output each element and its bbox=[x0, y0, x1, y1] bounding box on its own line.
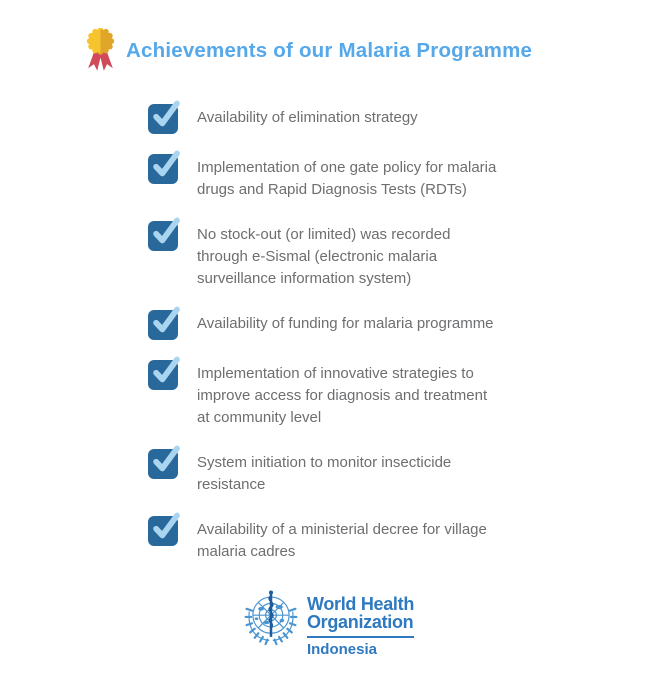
who-name-line2: Organization bbox=[306, 612, 414, 632]
who-logo bbox=[0, 588, 656, 658]
checklist-item-text: No stock-out (or limited) was recorded through e-Sismal (electronic malaria surveillance information system) bbox=[197, 226, 451, 287]
checklist-item bbox=[148, 449, 528, 496]
checklist-item-text: Availability of funding for malaria programme bbox=[197, 315, 494, 332]
checklist-item bbox=[148, 104, 528, 134]
checked-checkbox-icon bbox=[148, 516, 178, 546]
header bbox=[84, 28, 532, 74]
checklist-item-text: Availability of a ministerial decree for village malaria cadres bbox=[197, 521, 487, 560]
who-wordmark bbox=[307, 588, 414, 658]
who-emblem-icon bbox=[242, 588, 300, 655]
checked-checkbox-icon bbox=[148, 154, 178, 184]
who-divider bbox=[307, 636, 414, 638]
who-country-label: Indonesia bbox=[306, 641, 377, 658]
checklist-item bbox=[148, 360, 528, 429]
checked-checkbox-icon bbox=[148, 360, 178, 390]
who-name-line1: World Health bbox=[306, 594, 415, 614]
checked-checkbox-icon bbox=[148, 310, 178, 340]
checklist-item-text: System initiation to monitor insecticide resistance bbox=[197, 454, 452, 493]
page-title: Achievements of our Malaria Programme bbox=[126, 39, 533, 62]
achievements-checklist bbox=[148, 104, 528, 583]
checked-checkbox-icon bbox=[148, 221, 178, 251]
checklist-item-text: Implementation of innovative strategies to improve access for diagnosis and treatment at community level bbox=[197, 365, 488, 426]
checklist-item bbox=[148, 154, 528, 201]
checked-checkbox-icon bbox=[148, 449, 178, 479]
checklist-item bbox=[148, 516, 528, 563]
checklist-item bbox=[148, 310, 528, 340]
checklist-item-text: Implementation of one gate policy for malaria drugs and Rapid Diagnosis Tests (RDTs) bbox=[197, 159, 497, 198]
checklist-item bbox=[148, 221, 528, 290]
checklist-item-text: Availability of elimination strategy bbox=[197, 109, 418, 126]
checked-checkbox-icon bbox=[148, 104, 178, 134]
medal-icon bbox=[84, 28, 117, 74]
